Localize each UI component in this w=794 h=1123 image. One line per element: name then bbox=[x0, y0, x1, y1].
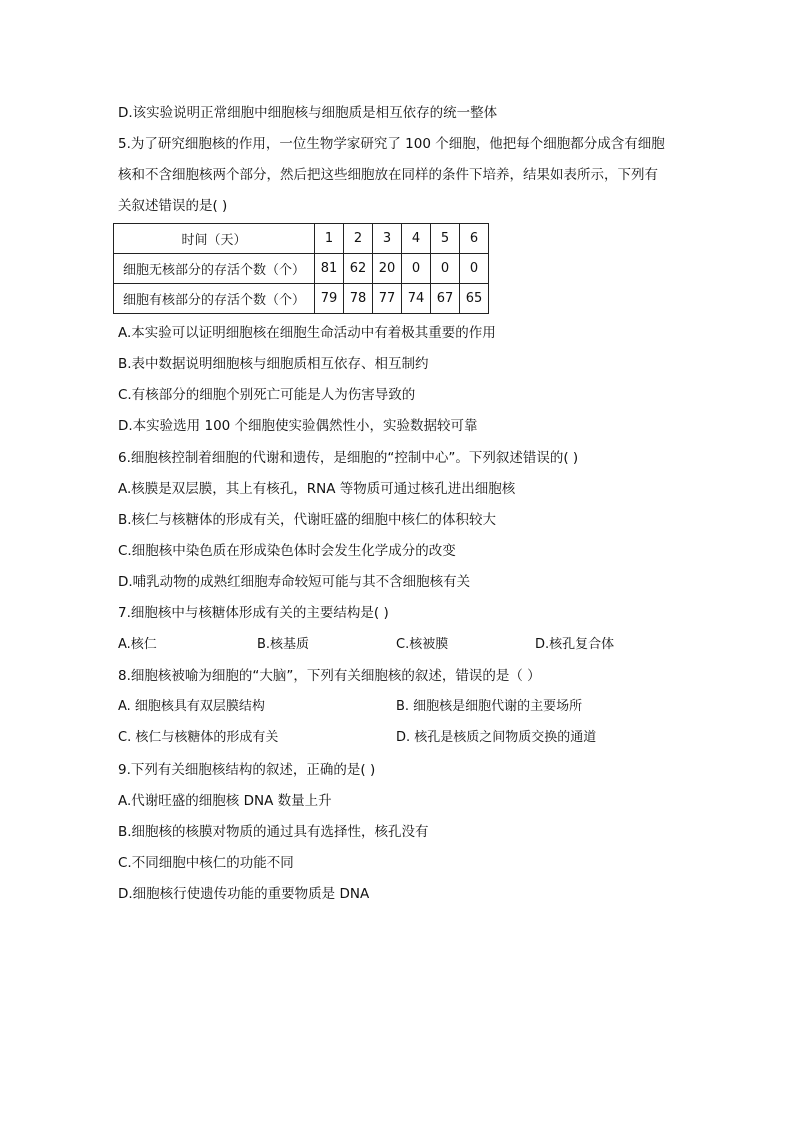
q8-option-c: C. 核仁与核糖体的形成有关 bbox=[118, 730, 279, 745]
q5-option-c: C.有核部分的细胞个别死亡可能是人为伤害导致的 bbox=[118, 387, 416, 403]
q7-stem: 7.细胞核中与核糖体形成有关的主要结构是( ) bbox=[118, 605, 389, 621]
q4-option-d: D.该实验说明正常细胞中细胞核与细胞质是相互依存的统一整体 bbox=[118, 105, 498, 121]
table-cell: 78 bbox=[344, 284, 373, 314]
table-cell: 0 bbox=[431, 254, 460, 284]
q6-option-b: B.核仁与核糖体的形成有关，代谢旺盛的细胞中核仁的体积较大 bbox=[118, 512, 497, 528]
table-cell: 67 bbox=[431, 284, 460, 314]
q5-stem-line3: 关叙述错误的是( ) bbox=[118, 198, 228, 214]
q9-stem: 9.下列有关细胞核结构的叙述，正确的是( ) bbox=[118, 762, 376, 778]
table-row bbox=[114, 254, 489, 284]
table-row-label: 细胞无核部分的存活个数（个） bbox=[114, 254, 315, 284]
q7-option-a: A.核仁 bbox=[118, 637, 157, 652]
table-day-cell: 1 bbox=[315, 224, 344, 254]
table-row bbox=[114, 284, 489, 314]
table-cell: 20 bbox=[373, 254, 402, 284]
table-cell: 65 bbox=[460, 284, 489, 314]
table-day-cell: 2 bbox=[344, 224, 373, 254]
q6-stem: 6.细胞核控制着细胞的代谢和遗传，是细胞的“控制中心”。下列叙述错误的( ) bbox=[118, 450, 579, 466]
q5-option-b: B.表中数据说明细胞核与细胞质相互依存、相互制约 bbox=[118, 356, 429, 372]
table-cell: 74 bbox=[402, 284, 431, 314]
q7-option-b: B.核基质 bbox=[257, 637, 310, 652]
q5-option-d: D.本实验选用 100 个细胞使实验偶然性小，实验数据较可靠 bbox=[118, 418, 478, 434]
q8-option-a: A. 细胞核具有双层膜结构 bbox=[118, 699, 265, 714]
table-cell: 81 bbox=[315, 254, 344, 284]
q5-stem-line2: 核和不含细胞核两个部分，然后把这些细胞放在同样的条件下培养，结果如表所示，下列有 bbox=[118, 167, 658, 183]
q9-option-b: B.细胞核的核膜对物质的通过具有选择性，核孔没有 bbox=[118, 824, 429, 840]
table-day-cell: 4 bbox=[402, 224, 431, 254]
table-cell: 77 bbox=[373, 284, 402, 314]
q8-stem: 8.细胞核被喻为细胞的“大脑”，下列有关细胞核的叙述，错误的是（ ） bbox=[118, 668, 541, 684]
table-cell: 0 bbox=[460, 254, 489, 284]
q8-option-b: B. 细胞核是细胞代谢的主要场所 bbox=[396, 699, 583, 714]
q9-option-a: A.代谢旺盛的细胞核 DNA 数量上升 bbox=[118, 793, 332, 809]
survival-table bbox=[113, 223, 489, 314]
q7-option-d: D.核孔复合体 bbox=[535, 637, 615, 652]
table-cell: 62 bbox=[344, 254, 373, 284]
q6-option-a: A.核膜是双层膜，其上有核孔，RNA 等物质可通过核孔进出细胞核 bbox=[118, 481, 516, 497]
table-day-cell: 3 bbox=[373, 224, 402, 254]
table-row-label: 细胞有核部分的存活个数（个） bbox=[114, 284, 315, 314]
q6-option-d: D.哺乳动物的成熟红细胞寿命较短可能与其不含细胞核有关 bbox=[118, 574, 471, 590]
q9-option-c: C.不同细胞中核仁的功能不同 bbox=[118, 855, 294, 871]
table-day-cell: 5 bbox=[431, 224, 460, 254]
table-cell: 79 bbox=[315, 284, 344, 314]
table-day-cell: 6 bbox=[460, 224, 489, 254]
table-header-row bbox=[114, 224, 489, 254]
q9-option-d: D.细胞核行使遗传功能的重要物质是 DNA bbox=[118, 886, 370, 902]
q7-option-c: C.核被膜 bbox=[396, 637, 449, 652]
q5-option-a: A.本实验可以证明细胞核在细胞生命活动中有着极其重要的作用 bbox=[118, 325, 496, 341]
table-cell: 0 bbox=[402, 254, 431, 284]
table-header-label: 时间（天） bbox=[114, 224, 315, 254]
q8-option-d: D. 核孔是核质之间物质交换的通道 bbox=[396, 730, 597, 745]
q6-option-c: C.细胞核中染色质在形成染色体时会发生化学成分的改变 bbox=[118, 543, 456, 559]
q5-stem-line1: 5.为了研究细胞核的作用，一位生物学家研究了 100 个细胞，他把每个细胞都分成含有细胞 bbox=[118, 136, 665, 152]
